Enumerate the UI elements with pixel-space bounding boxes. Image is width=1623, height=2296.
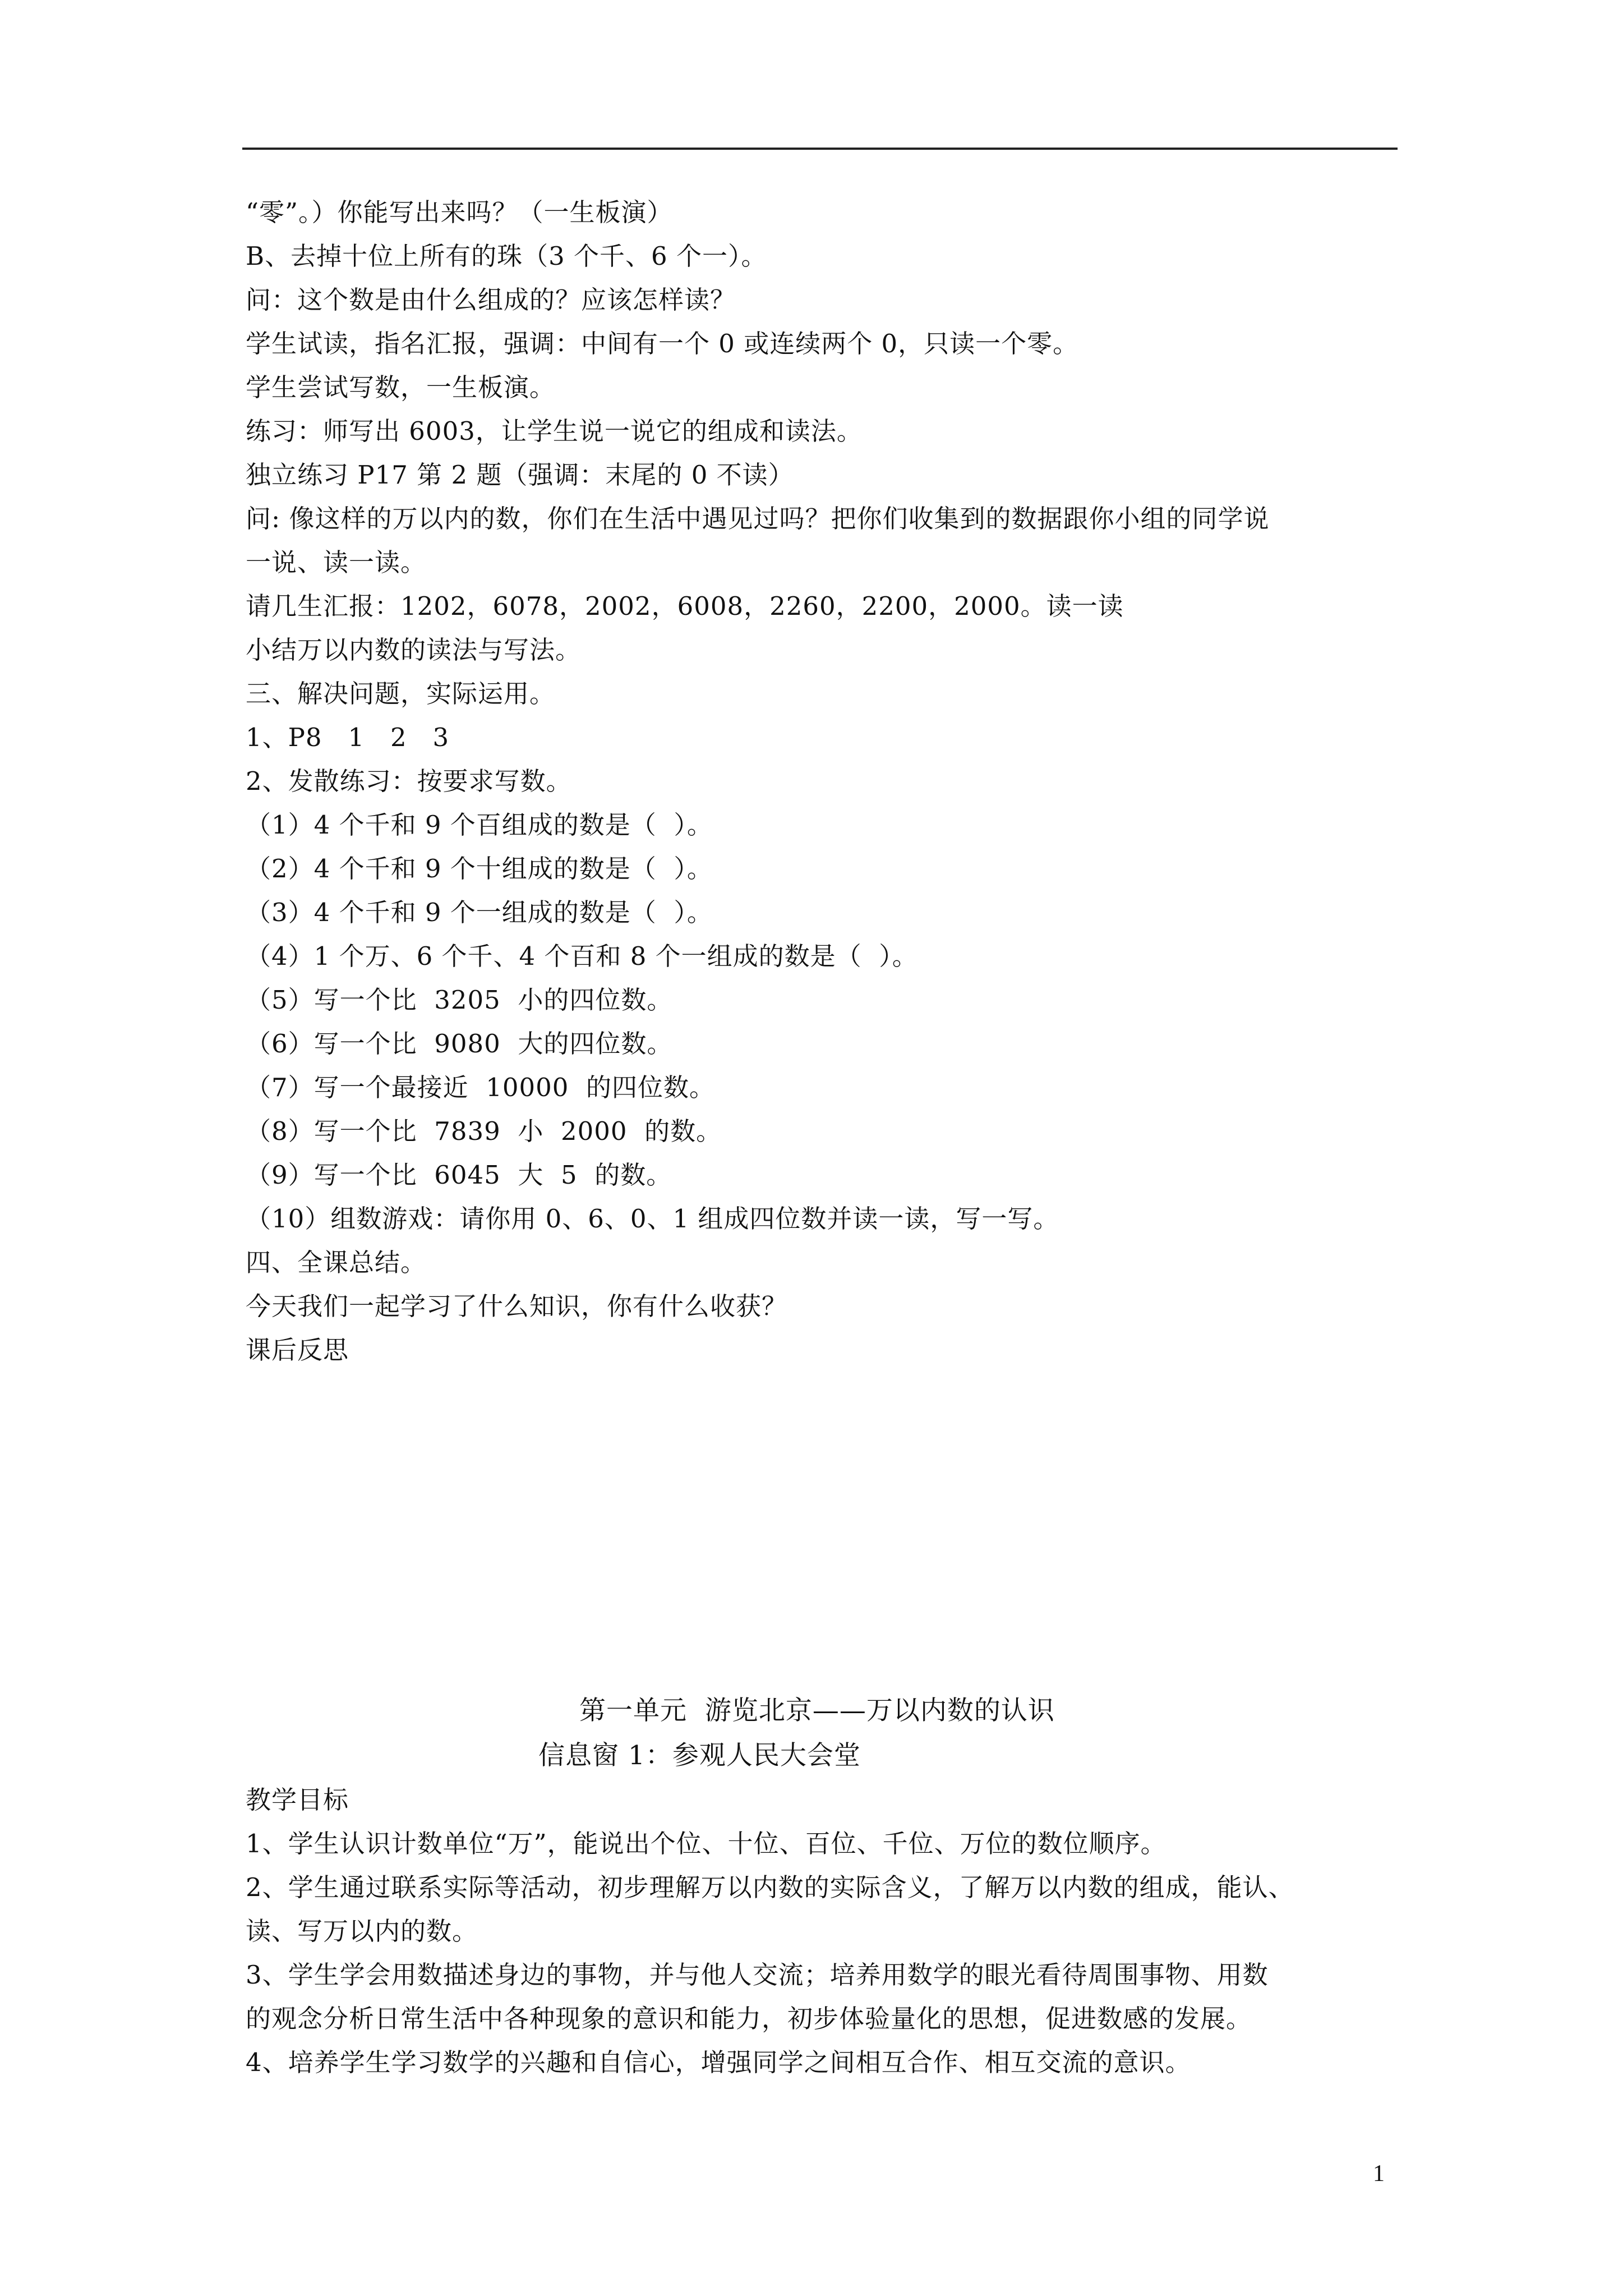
text-line: 请几生汇报：1202，6078，2002，6008，2260，2200，2000。读一读 [246,591,1124,621]
text-line: 一说、读一读。 [246,547,427,577]
header-rule [242,148,1398,150]
page-number: 1 [1373,2161,1385,2187]
exercise-item: （10）组数游戏：请你用 0、6、0、1 组成四位数并读一读，写一写。 [246,1204,1059,1234]
exercise-item: （3）4 个千和 9 个一组成的数是（ ）。 [246,898,713,927]
goal-line: 4、培养学生学习数学的兴趣和自信心，增强同学之间相互合作、相互交流的意识。 [246,2047,1191,2077]
section-heading: 三、解决问题，实际运用。 [246,679,556,708]
goal-line: 读、写万以内的数。 [246,1916,478,1946]
text-line: 学生试读，指名汇报，强调：中间有一个 0 或连续两个 0，只读一个零。 [246,329,1079,358]
text-line: 问：这个数是由什么组成的？应该怎样读？ [246,285,736,315]
text-line: 今天我们一起学习了什么知识，你有什么收获？ [246,1291,788,1321]
exercise-item: （6）写一个比 9080 大的四位数。 [246,1029,673,1059]
unit-title-block [0,1688,1623,1771]
lesson-continuation [246,191,1390,1372]
exercise-item: （9）写一个比 6045 大 5 的数。 [246,1160,672,1190]
goal-line: 的观念分析日常生活中各种现象的意识和能力，初步体验量化的思想，促进数感的发展。 [246,2004,1252,2033]
exercise-item: （1）4 个千和 9 个百组成的数是（ ）。 [246,810,713,840]
exercise-item: （5）写一个比 3205 小的四位数。 [246,985,673,1015]
unit-title: 第一单元 游览北京——万以内数的认识 [579,1695,1055,1726]
goal-line: 2、学生通过联系实际等活动，初步理解万以内数的实际含义，了解万以内数的组成，能认、 [246,1872,1294,1902]
text-line: B、去掉十位上所有的珠（3 个千、6 个一）。 [246,241,767,271]
text-line: “零”。）你能写出来吗？（一生板演） [246,197,673,227]
goal-line: 3、学生学会用数描述身边的事物，并与他人交流；培养用数学的眼光看待周围事物、用数 [246,1960,1269,1990]
unit-subtitle: 信息窗 1：参观人民大会堂 [538,1740,861,1771]
goal-line: 1、学生认识计数单位“万”，能说出个位、十位、百位、千位、万位的数位顺序。 [246,1829,1166,1858]
exercise-item: （8）写一个比 7839 小 2000 的数。 [246,1116,722,1146]
exercise-item: （2）4 个千和 9 个十组成的数是（ ）。 [246,854,713,884]
exercise-item: （4）1 个万、6 个千、4 个百和 8 个一组成的数是（ ）。 [246,941,918,971]
text-line: 问: 像这样的万以内的数，你们在生活中遇见过吗？把你们收集到的数据跟你小组的同学说 [246,504,1270,533]
text-line: 2、发散练习：按要求写数。 [246,766,572,796]
section-heading: 四、全课总结。 [246,1248,427,1277]
exercise-item: （7）写一个最接近 10000 的四位数。 [246,1073,715,1102]
text-line: 小结万以内数的读法与写法。 [246,635,582,665]
section-heading: 教学目标 [246,1785,349,1815]
teaching-goals [246,1778,1390,2085]
text-line: 练习：师写出 6003，让学生说一说它的组成和读法。 [246,416,863,446]
text-line: 课后反思 [246,1335,349,1365]
text-line: 1、P8 1 2 3 [246,723,450,752]
text-line: 独立练习 P17 第 2 题（强调：末尾的 0 不读） [246,460,794,490]
text-line: 学生尝试写数，一生板演。 [246,372,556,402]
